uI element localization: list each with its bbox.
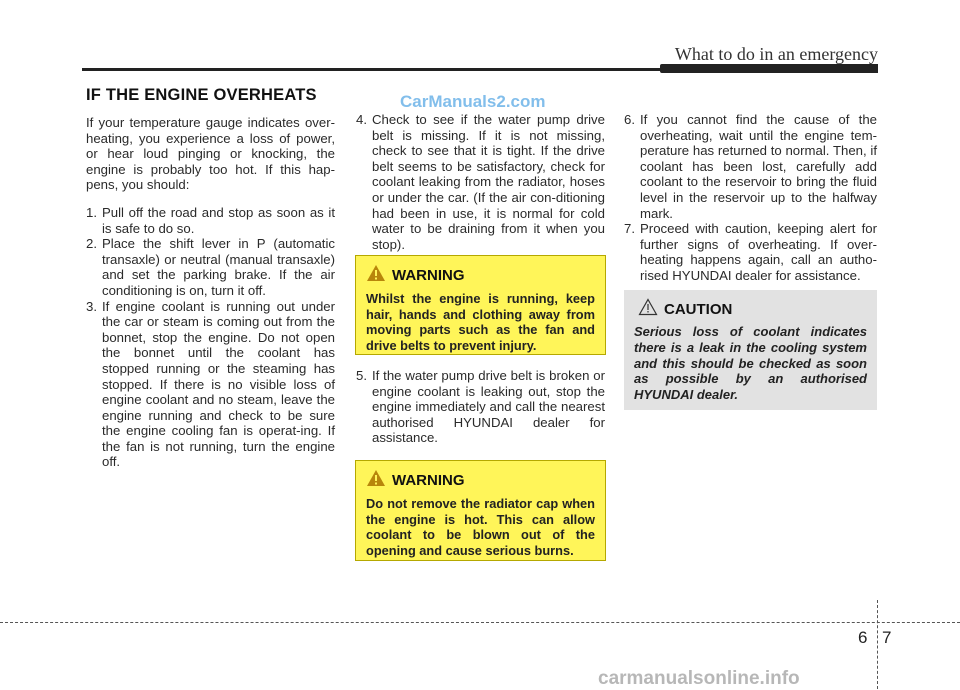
- caution-title: CAUTION: [664, 300, 733, 318]
- warning-body: Do not remove the radiator cap when the engine is hot. This can allow coolant to be blown out of the opening and cause serious burns.: [366, 496, 595, 558]
- steps-list-2b: [356, 368, 605, 446]
- warning-title: WARNING: [392, 266, 465, 284]
- step-item: [356, 368, 605, 446]
- watermark-bottom[interactable]: carmanualsonline.info: [598, 668, 800, 689]
- step-number: 6.: [624, 112, 635, 127]
- step-item: [624, 112, 877, 221]
- watermark-top[interactable]: CarManuals2.com: [400, 92, 546, 111]
- caution-box: [624, 290, 877, 410]
- page-number: 7: [882, 628, 892, 647]
- caution-title-row: [634, 298, 867, 320]
- step-text: If you cannot find the cause of the overheating, wait until the engine tem-perature has returned to normal. Then, if coolant has been lost, carefully add coolant to the reservoir to bring the fluid level in the reservoir up to the halfway mark.: [640, 112, 877, 221]
- step-text: Pull off the road and stop as soon as it is safe to do so.: [102, 204, 335, 236]
- column-2: [356, 112, 605, 252]
- caution-triangle-icon: [638, 298, 658, 320]
- caution-body: Serious loss of coolant indicates there is a leak in the cooling system and this should be checked as soon as possible by an authorised HYUNDAI dealer.: [634, 324, 867, 403]
- step-number: 4.: [356, 112, 367, 127]
- warning-title: WARNING: [392, 471, 465, 489]
- step-item: [624, 221, 877, 283]
- header-title: What to do in an emergency: [674, 44, 878, 64]
- section-title: IF THE ENGINE OVERHEATS: [86, 86, 317, 104]
- footer-vertical-divider: [877, 600, 878, 689]
- step-number: 7.: [624, 221, 635, 237]
- intro-paragraph: If your temperature gauge indicates over-heating, you experience a loss of power, or hear loud pinging or knocking, the engine is probably too hot. If this hap-pens, you should:: [86, 115, 335, 193]
- header-rule: [82, 68, 660, 71]
- warning-box-2: [355, 460, 606, 561]
- warning-triangle-icon: [366, 469, 386, 491]
- step-item: [86, 299, 335, 471]
- step-text: Check to see if the water pump drive belt is missing. If it is not missing, check to see that it is tight. If the drive belt seems to be satisfactory, check for coolant leaking from the radiator, hoses or under the car. (If the air con-ditioning had been in use, it is normal for cold water to be draining from it when you stop).: [372, 112, 605, 252]
- warning-title-row: [366, 264, 595, 286]
- step-item: [356, 112, 605, 252]
- chapter-number: 6: [858, 628, 868, 647]
- step-text: If the water pump drive belt is broken or engine coolant is leaking out, stop the engine immediately and call the nearest authorised HYUNDAI dealer for assistance.: [372, 368, 605, 446]
- warning-box-1: [355, 255, 606, 355]
- steps-list-1: [86, 205, 335, 470]
- header-bar: [660, 64, 878, 73]
- warning-triangle-icon: [366, 264, 386, 286]
- warning-title-row: [366, 469, 595, 491]
- column-1: [86, 115, 335, 470]
- step-item: [86, 236, 335, 298]
- step-number: 3.: [86, 298, 97, 314]
- step-number: 5.: [356, 368, 367, 383]
- footer-divider: [0, 622, 960, 623]
- column-2-lower: [356, 368, 605, 446]
- step-text: Place the shift lever in P (automatic transaxle) or neutral (manual transaxle) and set the parking brake. If the air conditioning is on, turn it off.: [102, 236, 335, 298]
- steps-list-2a: [356, 112, 605, 252]
- step-text: Proceed with caution, keeping alert for further signs of overheating. If over-heating happens again, call an autho-rised HYUNDAI dealer for assistance.: [640, 221, 877, 283]
- column-3: [624, 112, 877, 284]
- warning-body: Whilst the engine is running, keep hair, hands and clothing away from moving parts such as the fan and drive belts to prevent injury.: [366, 291, 595, 353]
- step-number: 1.: [86, 204, 97, 220]
- step-text: If engine coolant is running out under the car or steam is coming out from the bonnet, stop the engine. Do not open the bonnet until the coolant has stopped running or the steaming has stopped. If there is no visible loss of engine coolant and no steam, leave the engine running and check to be sure the engine cooling fan is operat-ing. If the fan is not running, turn the engine off.: [102, 298, 335, 470]
- step-number: 2.: [86, 236, 97, 252]
- step-item: [86, 205, 335, 236]
- steps-list-3: [624, 112, 877, 284]
